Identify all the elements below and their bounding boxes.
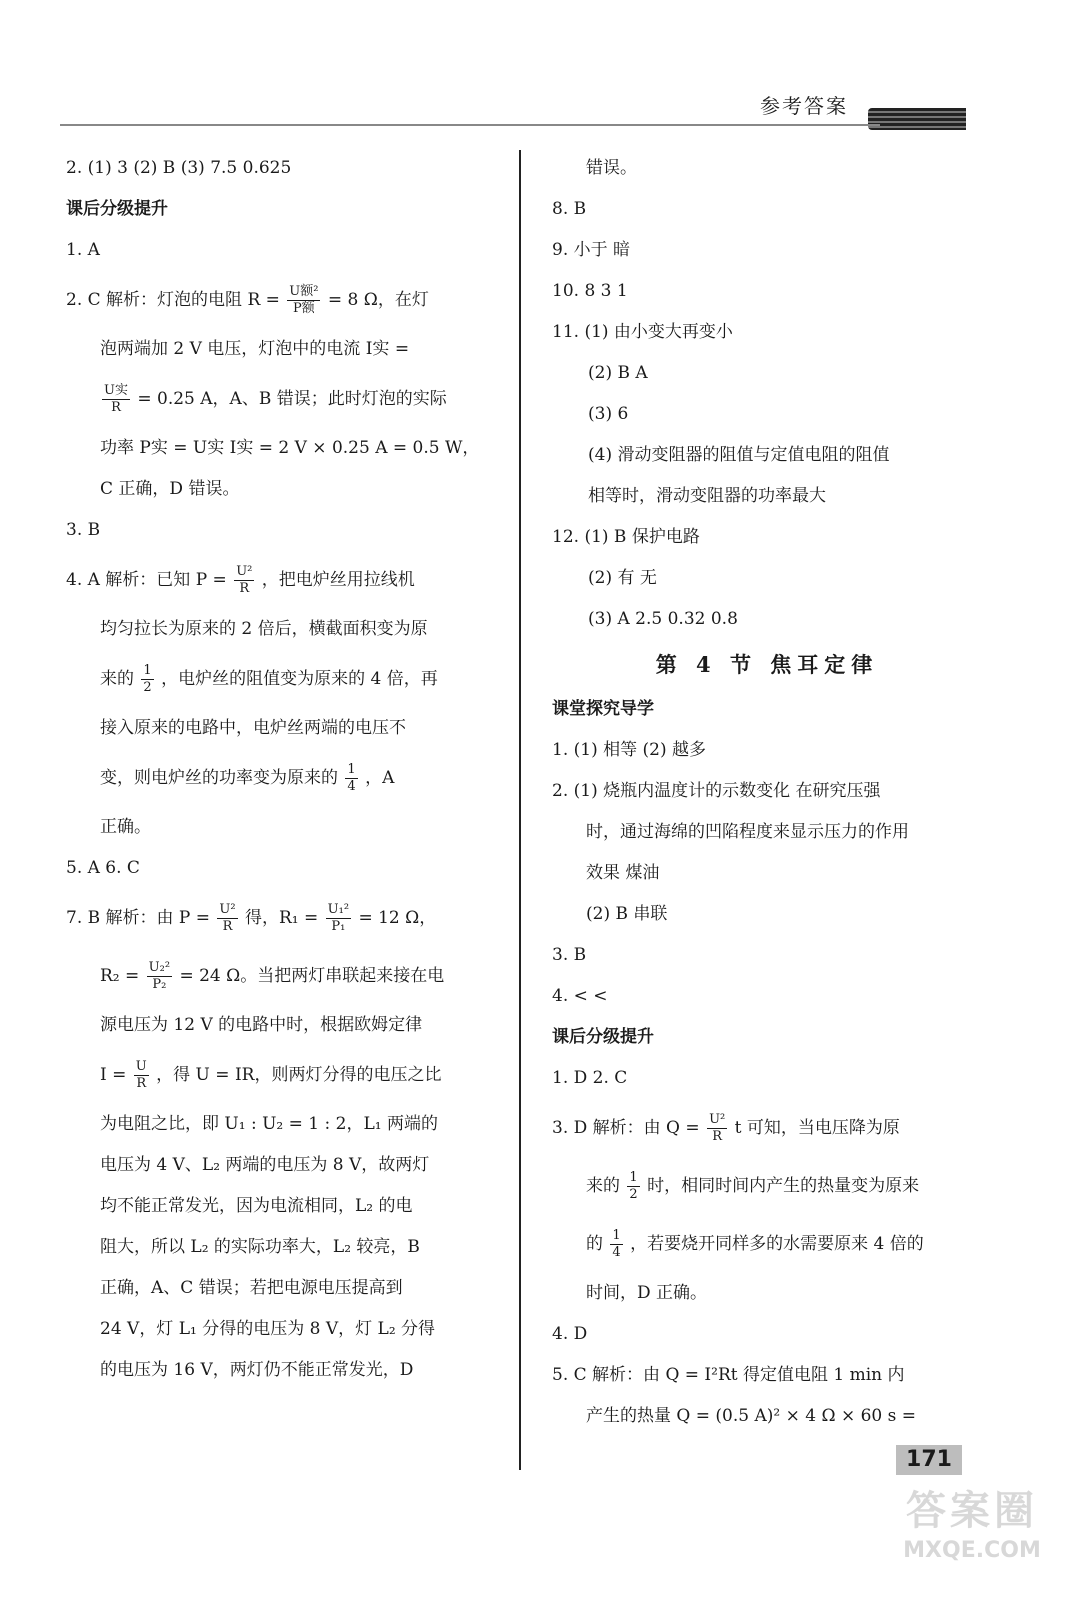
answer-line: 功率 P实 = U实 I实 = 2 V × 0.25 A = 0.5 W， bbox=[100, 438, 480, 458]
answer-line: (3) 6 bbox=[588, 404, 629, 424]
answer-line: (4) 滑动变阻器的阻值与定值电阻的阻值 bbox=[588, 445, 890, 465]
answer-line: 来的 $\frac{1}{2}$ ，电炉丝的阻值变为原来的 4 倍，再 bbox=[100, 663, 438, 695]
answer-line: 8. B bbox=[552, 199, 587, 219]
answer-line: I = $\frac{U}{R}$ ，得 U = IR，则两灯分得的电压之比 bbox=[100, 1059, 442, 1091]
answer-line: 的 $\frac{1}{4}$ ，若要烧开同样多的水需要原来 4 倍的 bbox=[586, 1228, 924, 1260]
fraction: $\frac{\text{U²}}{R}$ bbox=[219, 902, 236, 934]
answer-line: 源电压为 12 V 的电路中时，根据欧姆定律 bbox=[100, 1015, 423, 1035]
answer-line: (3) A 2.5 0.32 0.8 bbox=[588, 609, 738, 629]
answer-line: 正确，A、C 错误；若把电源电压提高到 bbox=[100, 1278, 403, 1298]
fraction: $\frac{\text{U₁²}}{\text{P₁}}$ bbox=[327, 902, 350, 934]
answer-line: 24 V，灯 L₁ 分得的电压为 8 V，灯 L₂ 分得 bbox=[100, 1319, 436, 1339]
answer-line: 3. B bbox=[552, 945, 587, 965]
answer-line: (2) 有 无 bbox=[588, 568, 657, 588]
answer-line: 9. 小于 暗 bbox=[552, 240, 631, 260]
answer-line: 产生的热量 Q = (0.5 A)² × 4 Ω × 60 s = bbox=[586, 1406, 917, 1426]
answer-line: 4. D bbox=[552, 1324, 588, 1344]
fraction: $\frac{U}{R}$ bbox=[135, 1059, 147, 1091]
fraction: $\frac{\text{U额²}}{\text{P额}}$ bbox=[289, 284, 319, 316]
answer-line: 4. < < bbox=[552, 986, 608, 1006]
fraction: $\frac{1}{4}$ bbox=[612, 1228, 621, 1260]
fraction: $\frac{\text{U₂²}}{\text{P₂}}$ bbox=[148, 960, 171, 992]
fraction: $\frac{1}{4}$ bbox=[347, 762, 356, 794]
fraction: $\frac{1}{2}$ bbox=[629, 1170, 638, 1202]
answer-line: 3. B bbox=[66, 520, 101, 540]
fraction: $\frac{1}{2}$ bbox=[143, 663, 152, 695]
answer-line: 变，则电炉丝的功率变为原来的 $\frac{1}{4}$ ，A bbox=[100, 762, 395, 794]
fraction: $\frac{\text{U²}}{R}$ bbox=[709, 1112, 726, 1144]
chapter-title: 第 4 节 焦耳定律 bbox=[655, 652, 879, 677]
answer-line: 12. (1) B 保护电路 bbox=[552, 527, 700, 547]
answer-line: 接入原来的电路中，电炉丝两端的电压不 bbox=[100, 718, 406, 738]
column-divider bbox=[519, 150, 521, 1470]
answer-line: 1. D 2. C bbox=[552, 1068, 628, 1088]
section-heading: 课堂探究导学 bbox=[552, 699, 654, 719]
answer-line: 相等时，滑动变阻器的功率最大 bbox=[588, 486, 826, 506]
answer-line: 电压为 4 V、L₂ 两端的电压为 8 V，故两灯 bbox=[100, 1155, 430, 1175]
answer-line: C 正确，D 错误。 bbox=[100, 479, 240, 499]
answer-line: 11. (1) 由小变大再变小 bbox=[552, 322, 733, 342]
answer-line: R₂ = $\frac{\text{U₂²}}{\text{P₂}}$ = 24 Ω。当把两灯串联起来接在电 bbox=[100, 960, 445, 992]
answer-line: 7. B 解析：由 P = $\frac{\text{U²}}{R}$ 得，R₁ = $\frac{\text{U₁²}}{\text{P₁}}$ = 12 Ω， bbox=[66, 902, 437, 934]
answer-line: 2. (1) 3 (2) B (3) 7.5 0.625 bbox=[66, 158, 292, 178]
section-heading: 课后分级提升 bbox=[552, 1027, 654, 1047]
answer-line: (2) B A bbox=[588, 363, 648, 383]
left-column bbox=[66, 148, 506, 1391]
answer-line: 效果 煤油 bbox=[586, 863, 660, 883]
answer-line: 5. C 解析：由 Q = I²Rt 得定值电阻 1 min 内 bbox=[552, 1365, 905, 1385]
watermark: 答案圈 MXQE.COM bbox=[903, 1488, 1041, 1563]
answer-line: 正确。 bbox=[100, 817, 151, 837]
answer-line: 2. C 解析：灯泡的电阻 R = $\frac{\text{U额²}}{\text{P额}}$ = 8 Ω，在灯 bbox=[66, 284, 429, 316]
answer-line: 时，通过海绵的凹陷程度来显示压力的作用 bbox=[586, 822, 909, 842]
answer-line: 5. A 6. C bbox=[66, 858, 140, 878]
fraction: $\frac{\text{U²}}{R}$ bbox=[236, 564, 253, 596]
page-number: 171 bbox=[896, 1445, 962, 1475]
answer-line: 1. (1) 相等 (2) 越多 bbox=[552, 740, 706, 760]
fraction: $\frac{\text{U实}}{R}$ bbox=[104, 383, 128, 415]
answer-line: 2. (1) 烧瓶内温度计的示数变化 在研究压强 bbox=[552, 781, 881, 801]
header-rule bbox=[60, 124, 880, 126]
answer-line: 的电压为 16 V，两灯仍不能正常发光，D bbox=[100, 1360, 414, 1380]
answer-line: 为电阻之比，即 U₁ : U₂ = 1 : 2，L₁ 两端的 bbox=[100, 1114, 438, 1134]
answer-line: 错误。 bbox=[586, 158, 637, 178]
header-decor-bar bbox=[868, 108, 966, 130]
answer-line: 来的 $\frac{1}{2}$ 时，相同时间内产生的热量变为原来 bbox=[586, 1170, 920, 1202]
answer-line: 时间，D 正确。 bbox=[586, 1283, 708, 1303]
right-column bbox=[552, 148, 982, 1437]
answer-line: 1. A bbox=[66, 240, 100, 260]
section-heading: 课后分级提升 bbox=[66, 199, 168, 219]
answer-line: 3. D 解析：由 Q = $\frac{\text{U²}}{R}$ t 可知，当电压降为原 bbox=[552, 1112, 900, 1144]
answer-line: 10. 8 3 1 bbox=[552, 281, 628, 301]
answer-line: 均匀拉长为原来的 2 倍后，横截面积变为原 bbox=[100, 619, 428, 639]
answer-line: 阻大，所以 L₂ 的实际功率大，L₂ 较亮，B bbox=[100, 1237, 420, 1257]
answer-line: 4. A 解析：已知 P = $\frac{\text{U²}}{R}$ ，把电炉丝用拉线机 bbox=[66, 564, 415, 596]
answer-line: (2) B 串联 bbox=[586, 904, 668, 924]
answer-line: 泡两端加 2 V 电压，灯泡中的电流 I实 = bbox=[100, 339, 410, 359]
header-title: 参考答案 bbox=[760, 94, 848, 118]
answer-line: $\frac{\text{U实}}{R}$ = 0.25 A，A、B 错误；此时灯泡的实际 bbox=[104, 383, 447, 415]
answer-line: 均不能正常发光，因为电流相同，L₂ 的电 bbox=[100, 1196, 413, 1216]
